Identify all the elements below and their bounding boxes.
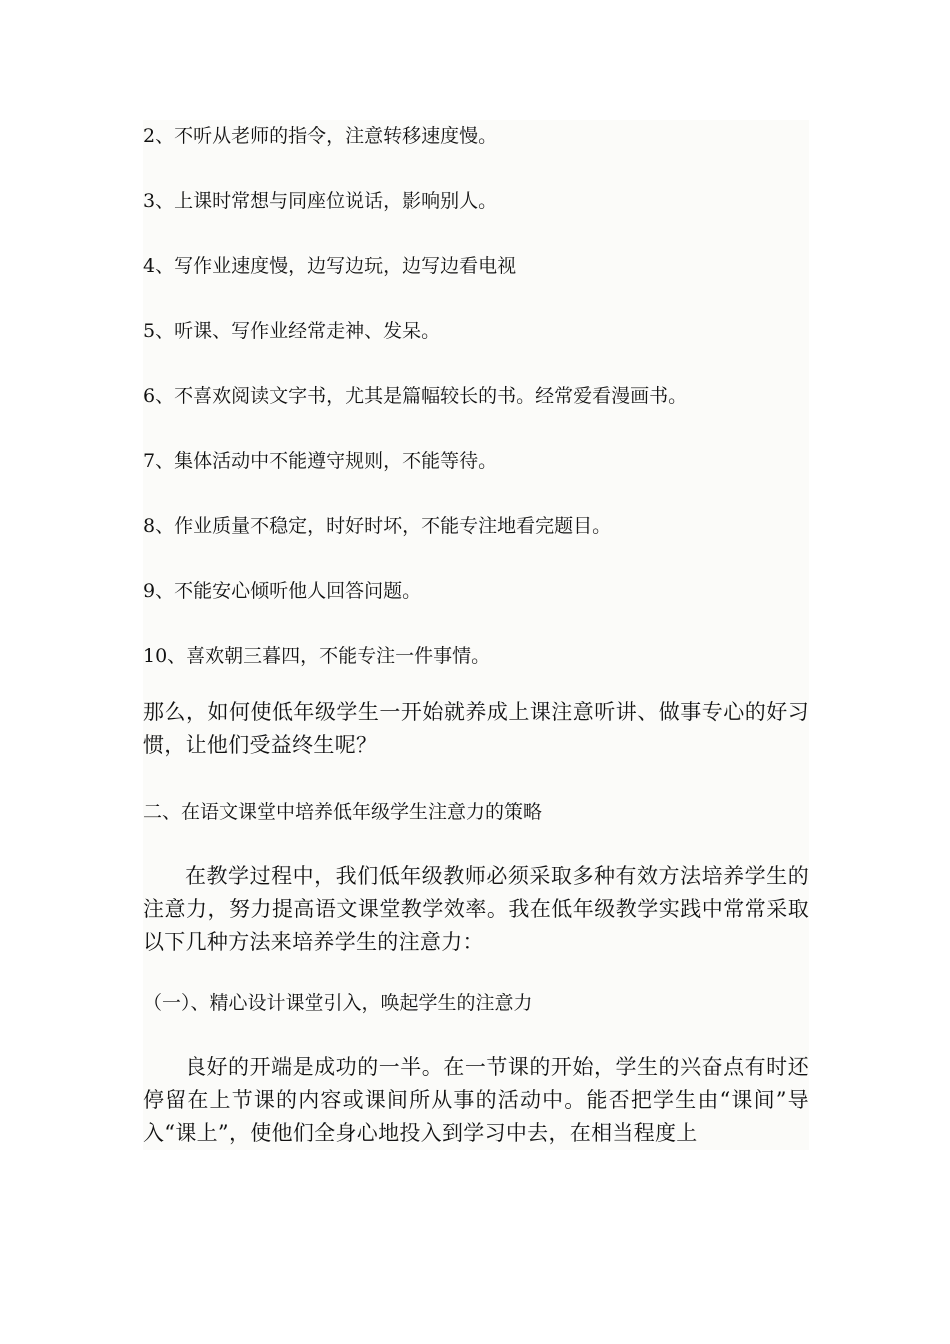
- list-item: 3、上课时常想与同座位说话，影响别人。: [143, 190, 498, 212]
- section-intro-paragraph: 在教学过程中，我们低年级教师必须采取多种有效方法培养学生的注意力，努力提高语文课堂教学效率。我在低年级教学实践中常常采取以下几种方法来培养学生的注意力：: [143, 864, 809, 954]
- list-item: 10、喜欢朝三暮四，不能专注一件事情。: [143, 645, 491, 667]
- list-item: 2、不听从老师的指令，注意转移速度慢。: [143, 125, 498, 147]
- subheading: （一）、精心设计课堂引入，唤起学生的注意力: [143, 992, 533, 1014]
- section-heading: 二、在语文课堂中培养低年级学生注意力的策略: [143, 801, 543, 823]
- list-item: 7、集体活动中不能遵守规则，不能等待。: [143, 450, 498, 472]
- list-item: 6、不喜欢阅读文字书，尤其是篇幅较长的书。经常爱看漫画书。: [143, 385, 688, 407]
- list-item: 4、写作业速度慢，边写边玩，边写边看电视: [143, 255, 517, 277]
- question-paragraph: 那么，如何使低年级学生一开始就养成上课注意听讲、做事专心的好习惯，让他们受益终生呢？: [143, 700, 809, 757]
- document-body: [143, 120, 809, 1150]
- sub-paragraph: 良好的开端是成功的一半。在一节课的开始，学生的兴奋点有时还停留在上节课的内容或课间所从事的活动中。能否把学生由“课间”导入“课上”，使他们全身心地投入到学习中去，在相当程度上: [143, 1055, 809, 1145]
- list-item: 5、听课、写作业经常走神、发呆。: [143, 320, 441, 342]
- list-item: 8、作业质量不稳定，时好时坏，不能专注地看完题目。: [143, 515, 612, 537]
- list-item: 9、不能安心倾听他人回答问题。: [143, 580, 422, 602]
